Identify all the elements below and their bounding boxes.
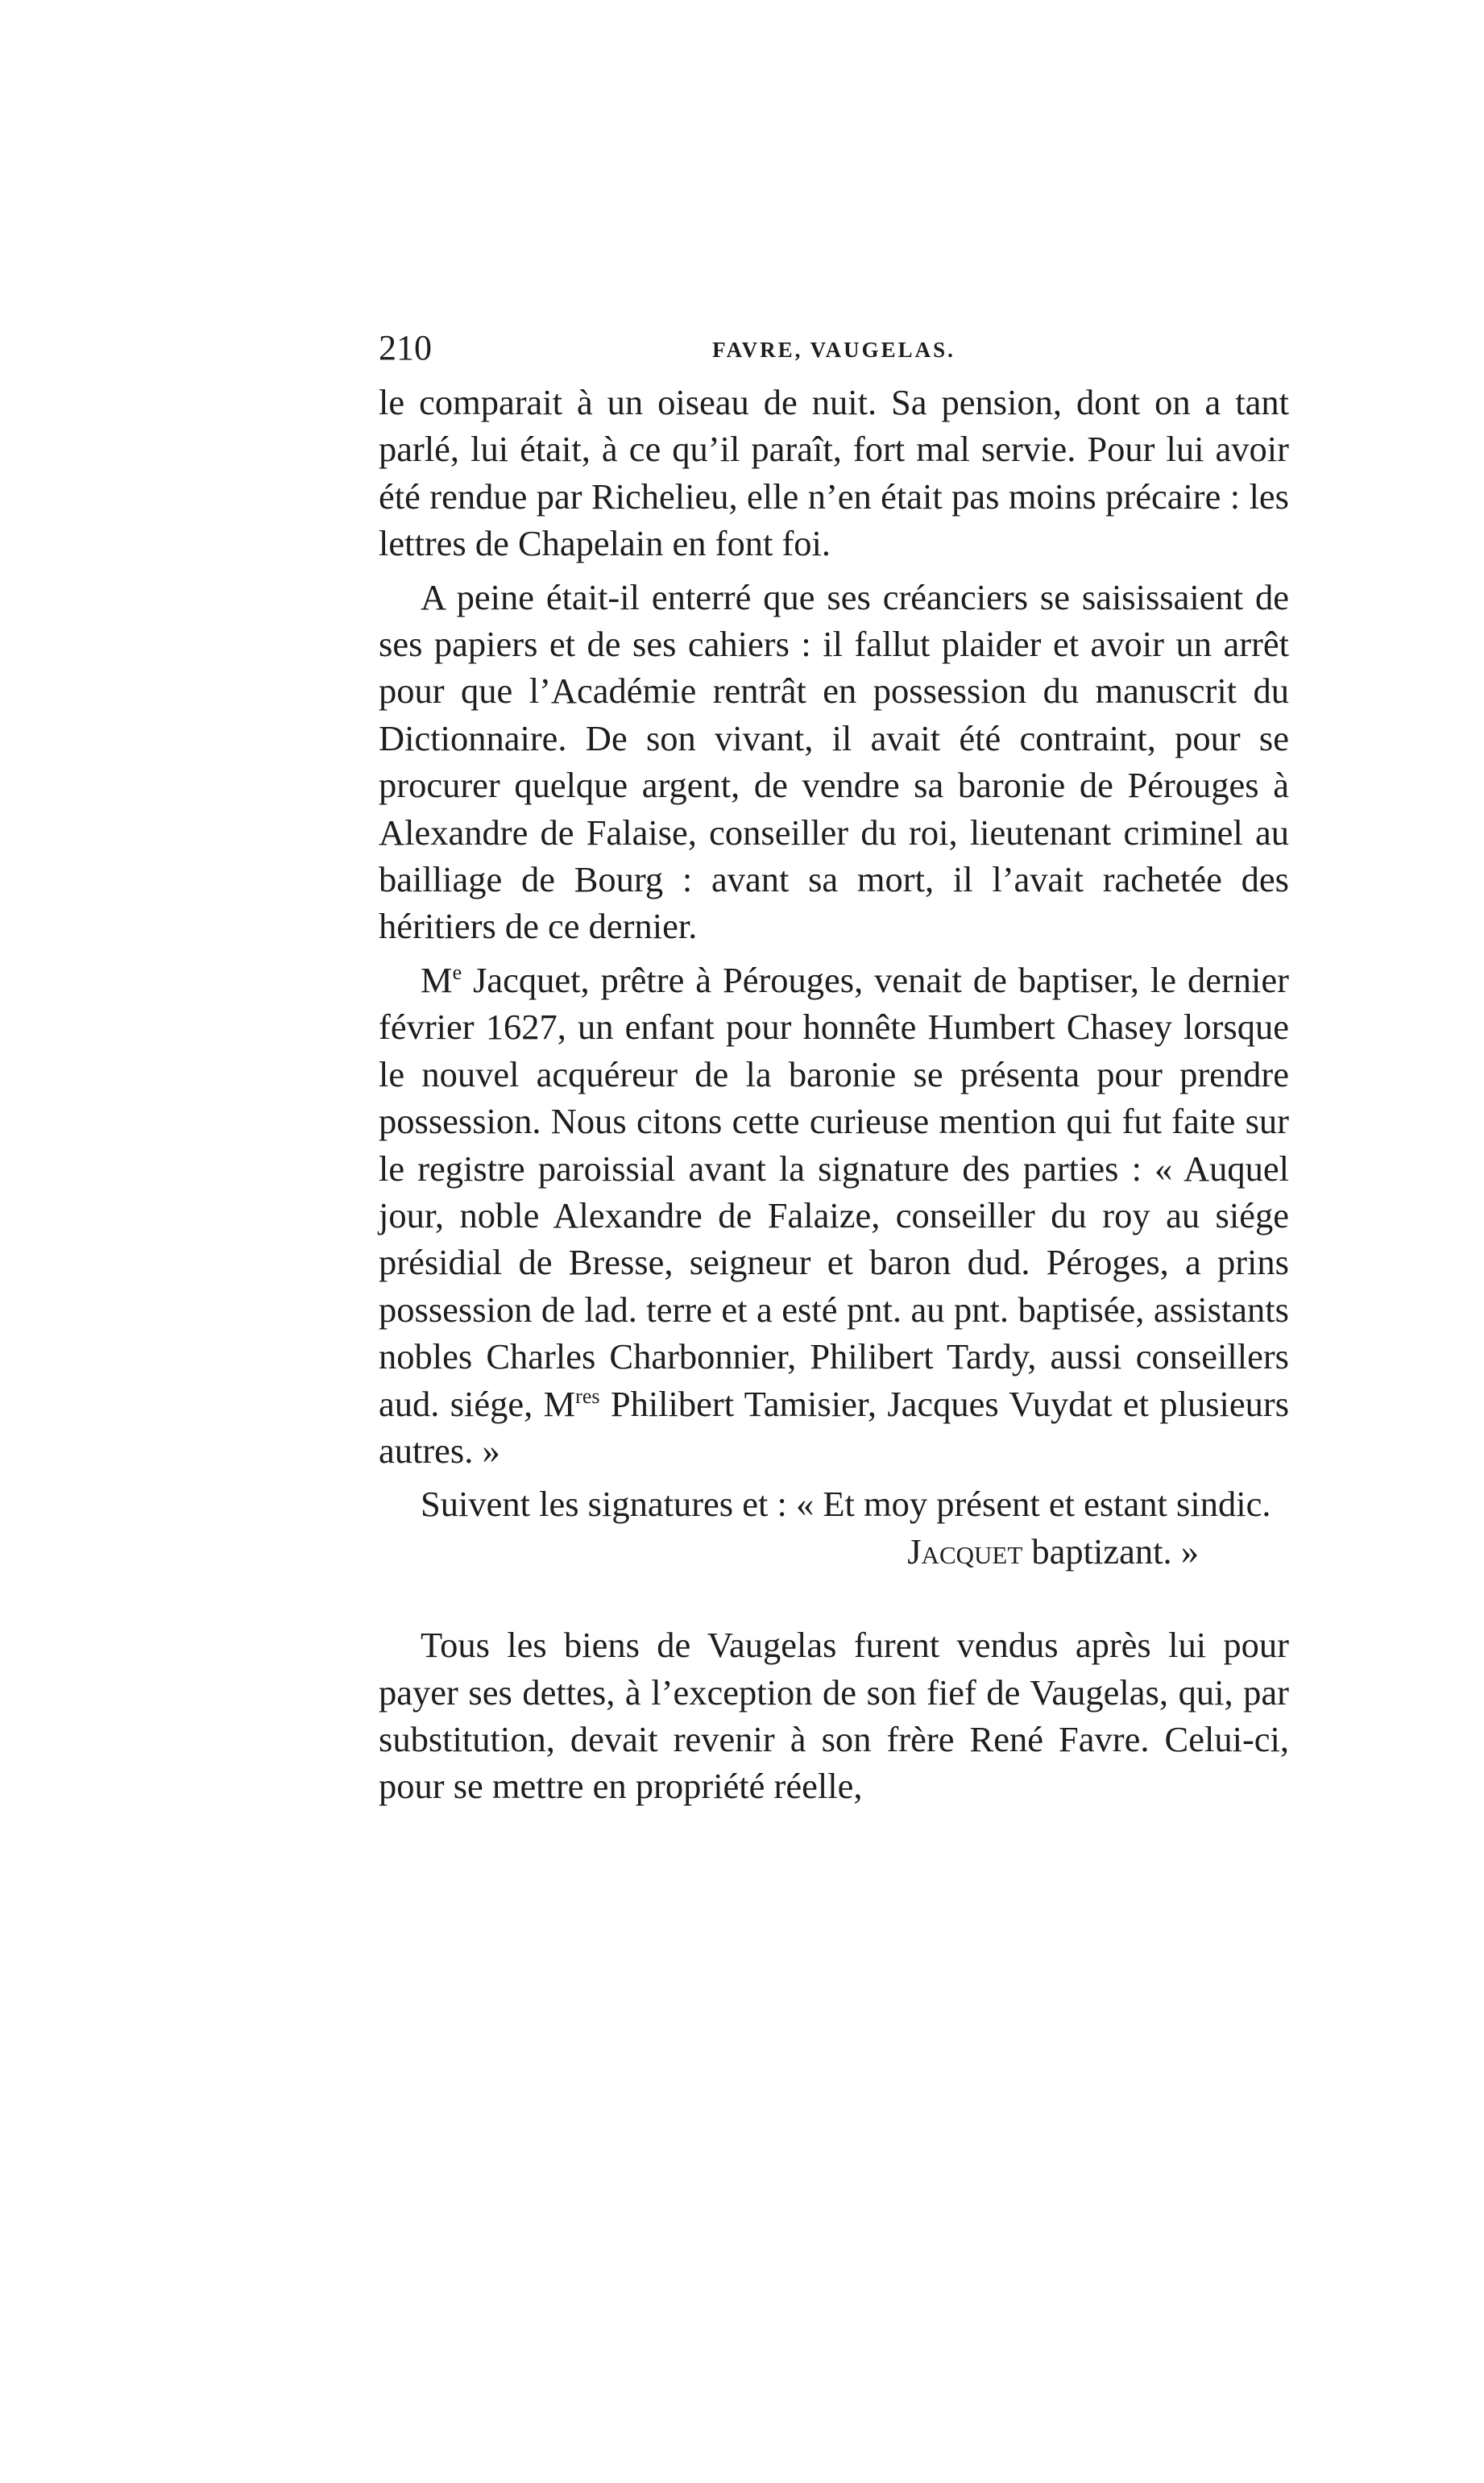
running-head: FAVRE, VAUGELAS.: [712, 338, 955, 362]
superscript: res: [575, 1384, 600, 1408]
superscript: e: [452, 960, 462, 984]
paragraph-3-text-b: Philibert Tamisier, Jacques Vuydat et plusieurs autres. »: [379, 1383, 1290, 1471]
body-text: [379, 379, 1289, 1810]
paragraph-3-text-a: Jacquet, prêtre à Pérouges, venait de baptiser, le dernier février 1627, un enfant pour honnête Humbert Chasey lorsque le nouvel acquéreur de la baronie se présenta pour prendre possession. Nous citons cette curieuse mention qui fut faite sur le registre paroissial avant la signature des parties : « Auquel jour, noble Alexandre de Falaize, conseiller du roy au siége présidial de Bresse, seigneur et baron dud. Péroges, a prins possession de lad. terre et a esté pnt. au pnt. baptisée, assistants nobles Charles Charbonnier, Philibert Tardy, aussi conseillers aud. siége,: [379, 959, 1289, 1424]
title-prefix: M: [421, 959, 453, 1000]
page-number: 210: [379, 328, 432, 367]
paragraph-3: [379, 957, 1289, 1474]
signature-line: [379, 1528, 1289, 1575]
paragraph-2: A peine était-il enterré que ses créanciers se saisissaient de ses papiers et de ses cahiers : il fallut plaider et avoir un arrêt pour que l’Académie rentrât en possession du manuscrit du Dictionnaire. De son vivant, il avait été contraint, pour se procurer quelque argent, de vendre sa baronie de Pérouges à Alexandre de Falaise, conseiller du roi, lieutenant criminel au bailliage de Bourg : avant sa mort, il l’avait rachetée des héritiers de ce dernier.: [379, 576, 1289, 947]
paragraph-5: Tous les biens de Vaugelas furent vendus après lui pour payer ses dettes, à l’exception de son fief de Vaugelas, qui, par substitution, devait revenir à son frère René Favre. Celui-ci, pour se mettre en propriété réelle,: [379, 1625, 1289, 1807]
title-prefix: M: [543, 1383, 576, 1424]
page-header: [379, 326, 1289, 371]
paragraph-1: le comparait à un oiseau de nuit. Sa pension, dont on a tant parlé, lui était, à ce qu’il paraît, fort mal servie. Pour lui avoir été rendue par Richelieu, elle n’en était pas moins précaire : les lettres de Chapelain en font foi.: [379, 382, 1289, 564]
signature-name: Jacquet: [907, 1530, 1023, 1572]
paragraph-4: Suivent les signatures et : « Et moy présent et estant sindic.: [421, 1484, 1271, 1525]
signature-rest: baptizant. »: [1022, 1530, 1199, 1572]
